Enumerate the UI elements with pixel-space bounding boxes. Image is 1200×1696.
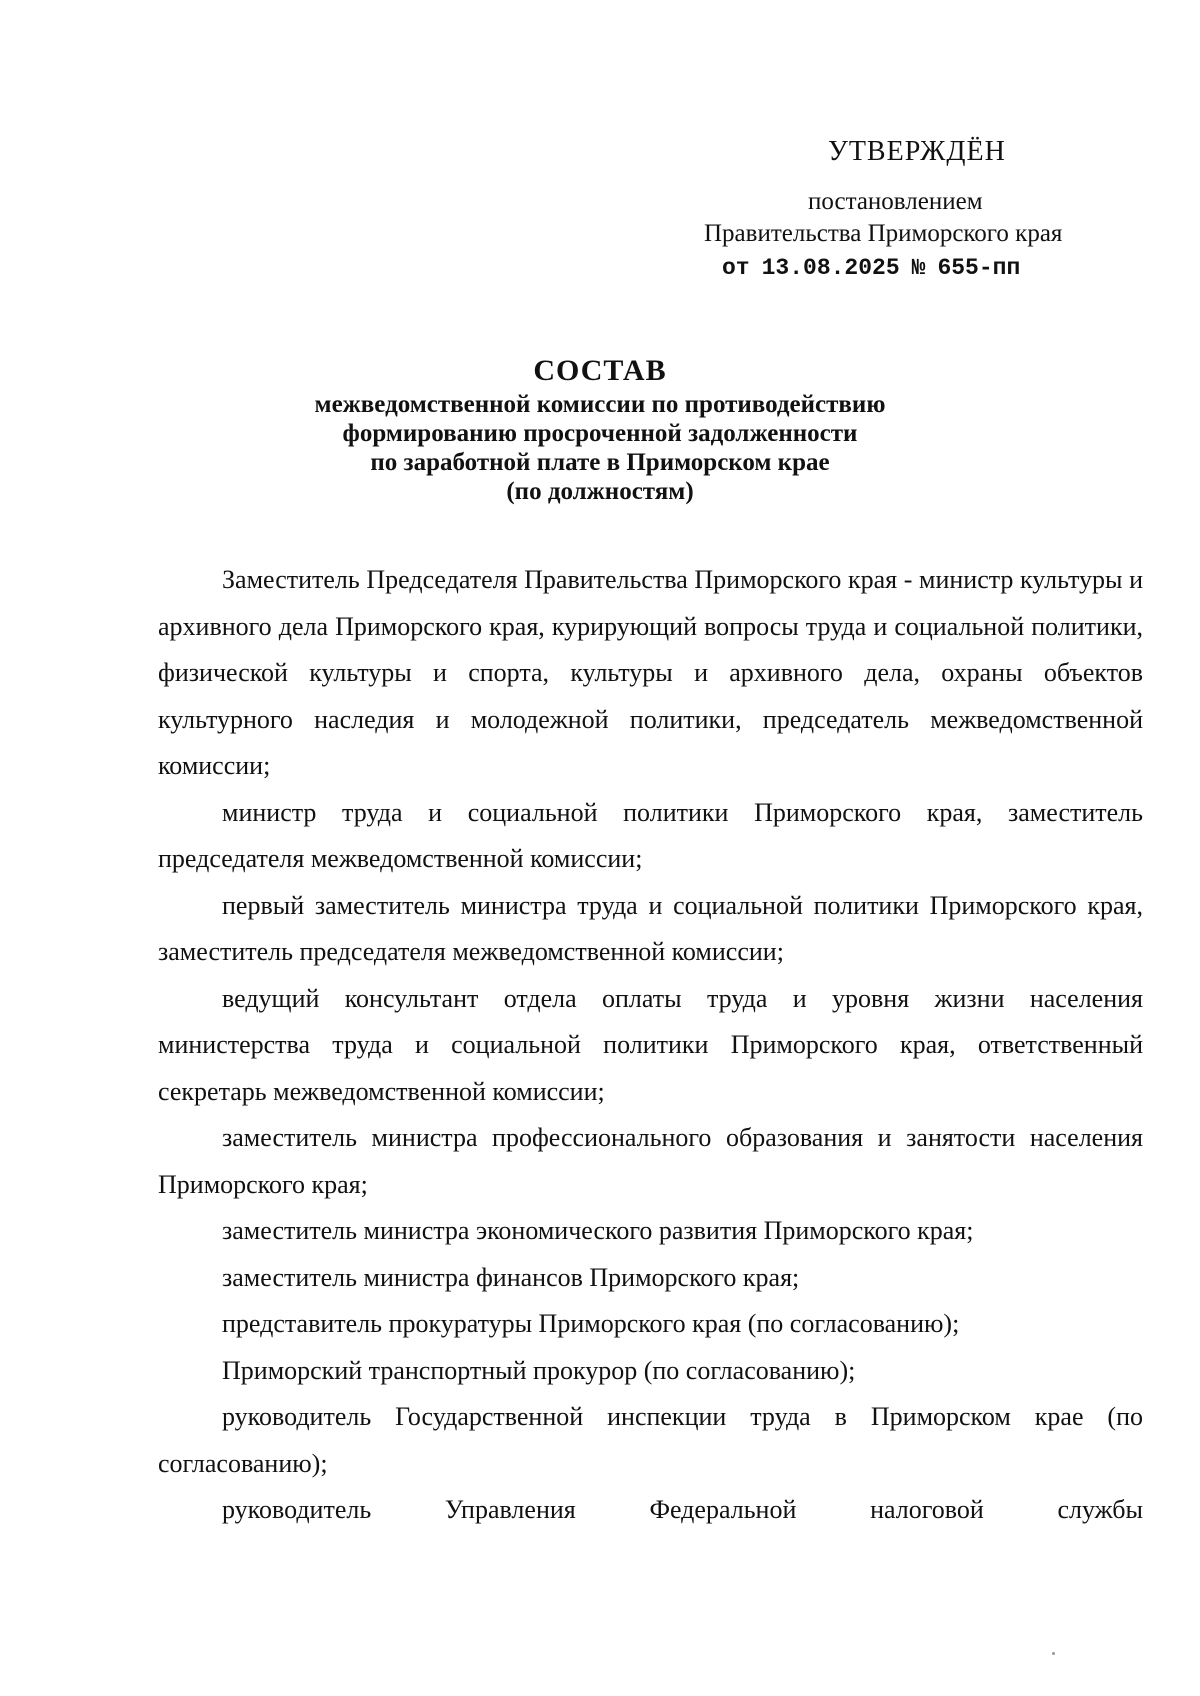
heading-line-4: (по должностям) [506,478,694,505]
government-label: Правительства Приморского края [704,220,1063,247]
decree-date: 13.08.2025 [761,255,900,281]
member-paragraph: Заместитель Председателя Правительства Приморского края - министр культуры и архивного дела Приморского края, курирующий вопросы труда и социальной политики, физической культуры и спорта, культуры и архивного дела, охраны объектов культурного наследия и молодежной политики, председатель межведомственной комиссии; [158,565,1143,780]
member-paragraph: руководитель Управления Федеральной налоговой службы [222,1495,1143,1524]
member-paragraph: ведущий консультант отдела оплаты труда и уровня жизни населения министерства труда и социальной политики Приморского края, ответственный секретарь межведомственной комиссии; [158,983,1143,1106]
member-paragraph: Приморский транспортный прокурор (по согласованию); [222,1355,856,1385]
document-title: СОСТАВ [533,354,667,387]
number-sign: № [911,255,926,281]
decree-label: постановлением [808,188,983,215]
date-prefix: от [722,255,750,281]
document-heading [0,352,1200,506]
member-paragraph: заместитель министра профессионального образования и занятости населения Приморского края; [158,1123,1143,1199]
member-paragraph: министр труда и социальной политики Приморского края, заместитель председателя межведомственной комиссии; [158,797,1143,873]
heading-line-1: межведомственной комиссии по противодействию [314,391,886,418]
member-paragraph: заместитель министра экономического развития Приморского края; [222,1216,974,1245]
member-paragraph: первый заместитель министра труда и социальной политики Приморского края, заместитель председателя межведомственной комиссии; [158,890,1143,966]
heading-line-2: формированию просроченной задолженности [342,420,858,447]
approval-block [0,0,1200,300]
scan-dot [1052,1652,1055,1655]
decree-number: 655-пп [937,255,1021,281]
heading-line-3: по заработной плате в Приморском крае [370,449,830,476]
member-paragraph: руководитель Государственной инспекции труда в Приморском крае (по согласованию); [158,1402,1143,1478]
member-paragraph: заместитель министра финансов Приморского края; [222,1262,800,1292]
members-list [158,557,1143,1534]
member-paragraph: представитель прокуратуры Приморского края (по согласованию); [222,1309,960,1338]
approved-stamp-text: УТВЕРЖДЁН [828,136,1006,167]
decree-date-number [722,253,1020,283]
